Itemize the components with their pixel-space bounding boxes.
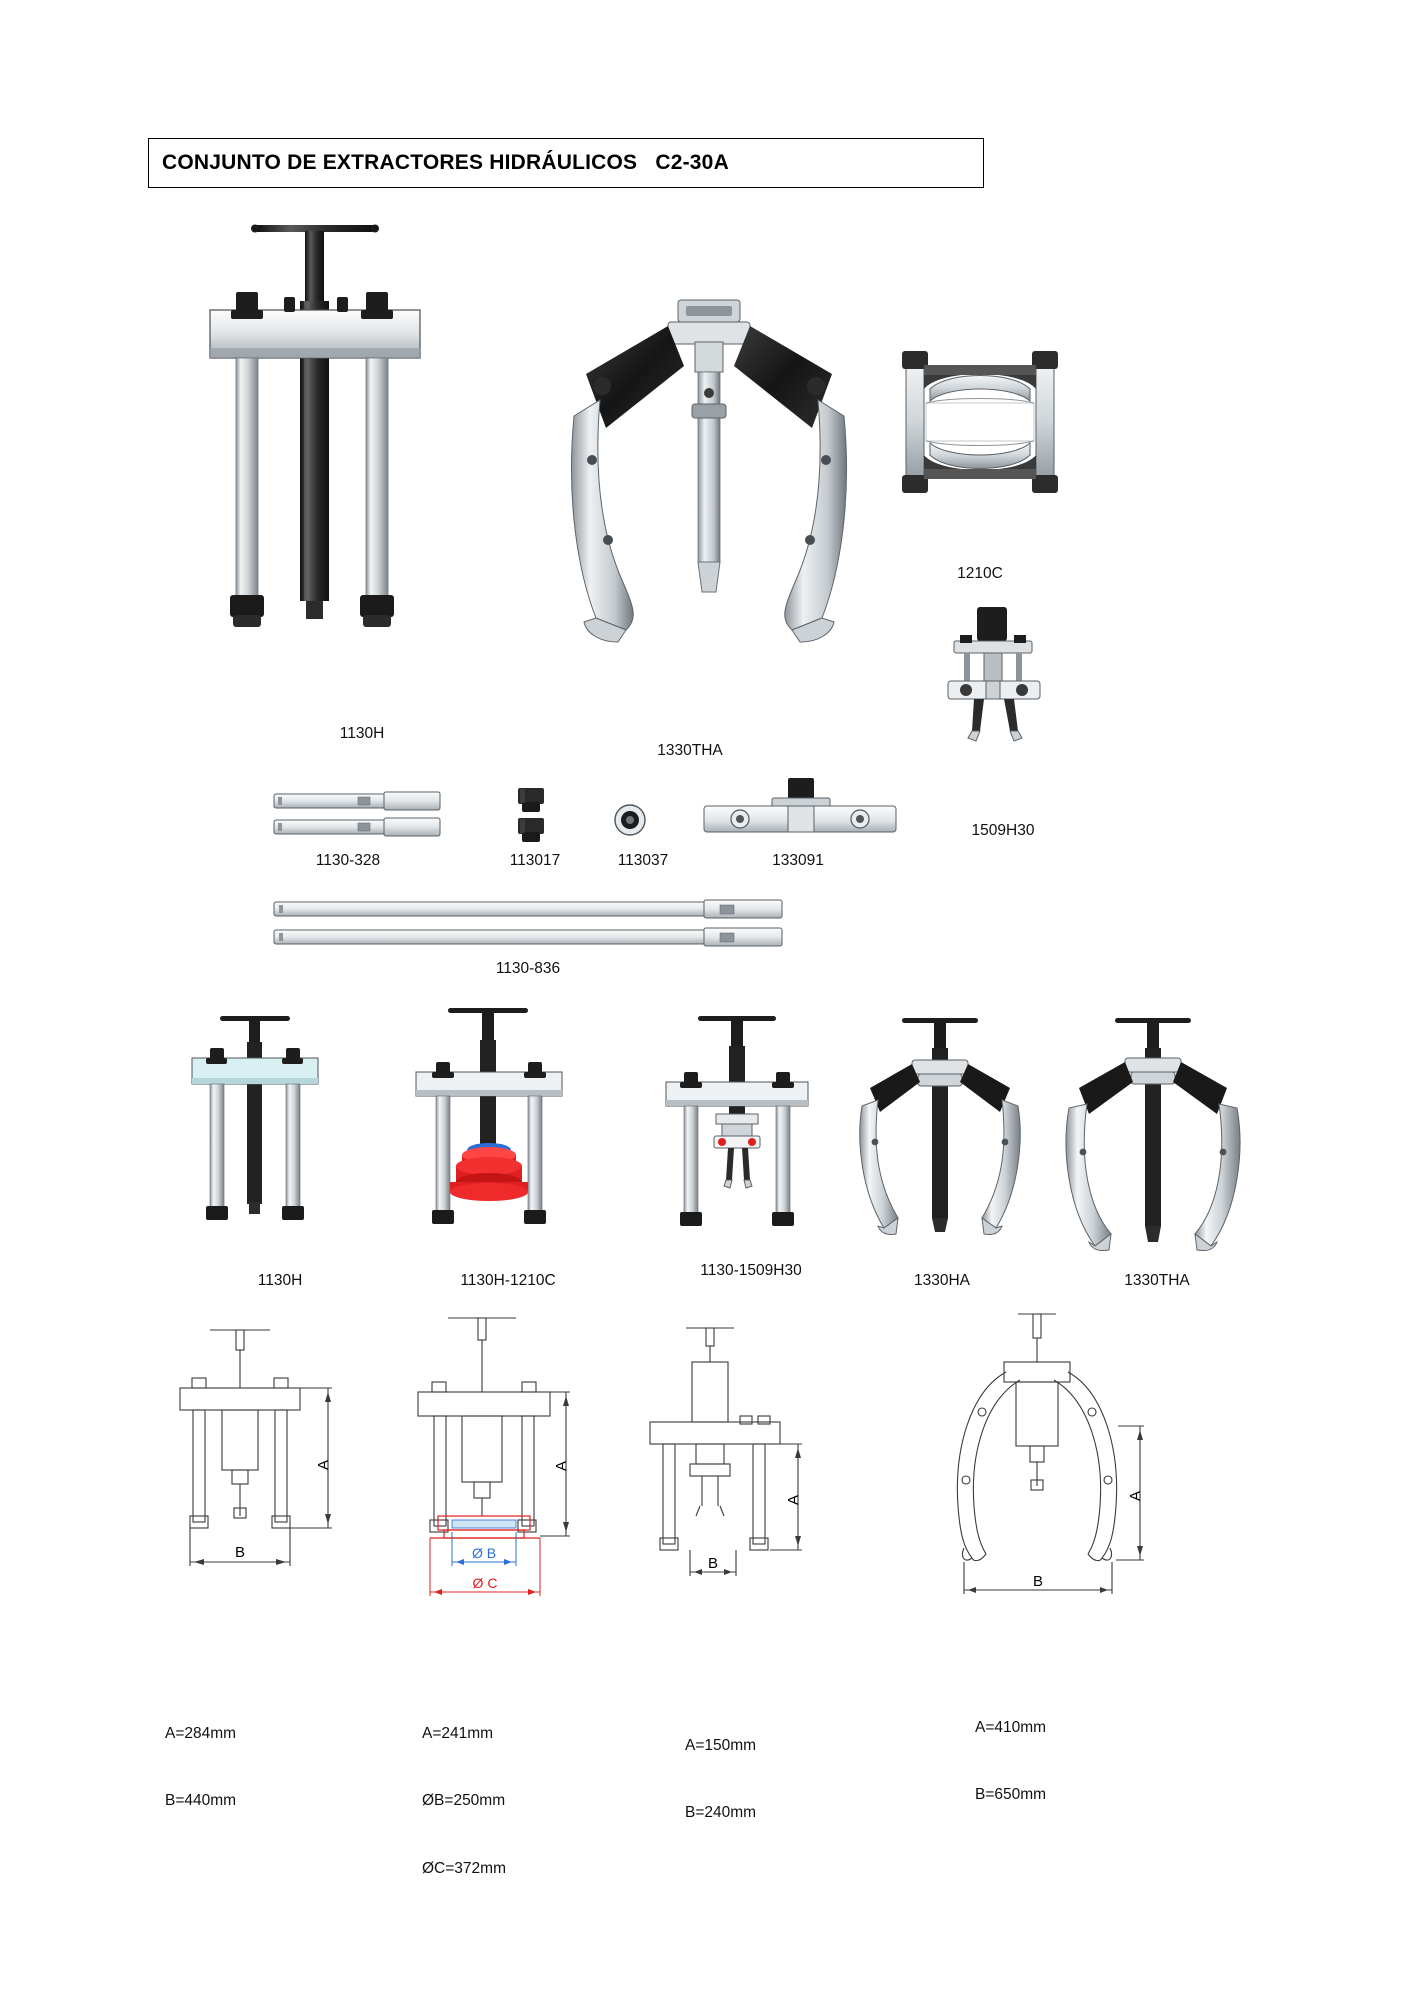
dimensions-2 xyxy=(422,1678,506,1925)
figure-1509h30 xyxy=(930,605,1060,745)
figure-1330tha xyxy=(560,300,860,740)
figure-113017 xyxy=(510,786,560,848)
svg-text:B: B xyxy=(1032,1573,1044,1590)
dimensions-1 xyxy=(165,1678,236,1858)
dim-line: ØC=372mm xyxy=(422,1859,506,1877)
dim-line: A=150mm xyxy=(685,1736,757,1754)
caption-assembly-1130-1509h30: 1130-1509H30 xyxy=(700,1262,802,1279)
figure-assembly-1130h xyxy=(180,1010,360,1260)
dim-line: B=650mm xyxy=(975,1786,1047,1804)
figure-1210c xyxy=(900,345,1060,515)
caption-assembly-1130h-1210c: 1130H-1210C xyxy=(460,1272,556,1289)
drawing-1330tha-dimensions xyxy=(920,1300,1190,1620)
dim-line: B=440mm xyxy=(165,1792,237,1810)
dimensions-3 xyxy=(685,1690,756,1870)
caption-assembly-1330ha: 1330HA xyxy=(913,1272,970,1289)
drawing-1130h-dimensions xyxy=(160,1310,380,1590)
dim-line: A=410mm xyxy=(975,1718,1047,1736)
drawing-1130-1509h30-dimensions xyxy=(630,1310,860,1600)
svg-text:Ø B: Ø B xyxy=(471,1545,497,1561)
caption-113017: 113017 xyxy=(509,852,561,869)
caption-113037: 113037 xyxy=(617,852,669,869)
dim-line: B=240mm xyxy=(685,1804,757,1822)
figure-assembly-1130h-1210c xyxy=(400,1000,600,1260)
svg-text:Ø C: Ø C xyxy=(472,1575,498,1591)
caption-assembly-1130h: 1130H xyxy=(257,1272,303,1289)
svg-text:A: A xyxy=(315,1459,332,1471)
figure-1130h-frame xyxy=(200,215,500,735)
dimensions-4 xyxy=(975,1672,1046,1852)
svg-text:B: B xyxy=(707,1555,719,1572)
caption-1130h: 1130H xyxy=(339,725,385,742)
dim-line: A=241mm xyxy=(422,1724,494,1742)
figure-assembly-1130-1509h30 xyxy=(650,1010,840,1260)
figure-133091 xyxy=(700,778,900,840)
caption-1210c: 1210C xyxy=(957,565,1003,582)
svg-text:A: A xyxy=(553,1460,570,1472)
title-box xyxy=(148,138,984,188)
figure-assembly-1330ha xyxy=(850,1012,1030,1262)
caption-1509h30: 1509H30 xyxy=(971,822,1035,839)
drawing-1130h-1210c-dimensions xyxy=(400,1300,630,1640)
figure-assembly-1330tha xyxy=(1055,1012,1255,1262)
caption-assembly-1330tha-2: 1330THA xyxy=(1124,1272,1190,1289)
dim-line: ØB=250mm xyxy=(422,1792,506,1810)
dim-line: A=284mm xyxy=(165,1724,237,1742)
caption-1130-836: 1130-836 xyxy=(495,960,561,977)
caption-1130-328: 1130-328 xyxy=(315,852,381,869)
svg-text:A: A xyxy=(1127,1490,1144,1502)
figure-1130-836 xyxy=(272,898,784,954)
figure-113037 xyxy=(608,800,652,840)
svg-text:A: A xyxy=(785,1494,802,1506)
caption-1330tha: 1330THA xyxy=(657,742,723,759)
figure-1130-328 xyxy=(272,790,452,845)
page-title: CONJUNTO DE EXTRACTORES HIDRÁULICOS C2-30A xyxy=(162,151,729,174)
svg-text:B: B xyxy=(234,1544,246,1561)
caption-133091: 133091 xyxy=(772,852,824,869)
